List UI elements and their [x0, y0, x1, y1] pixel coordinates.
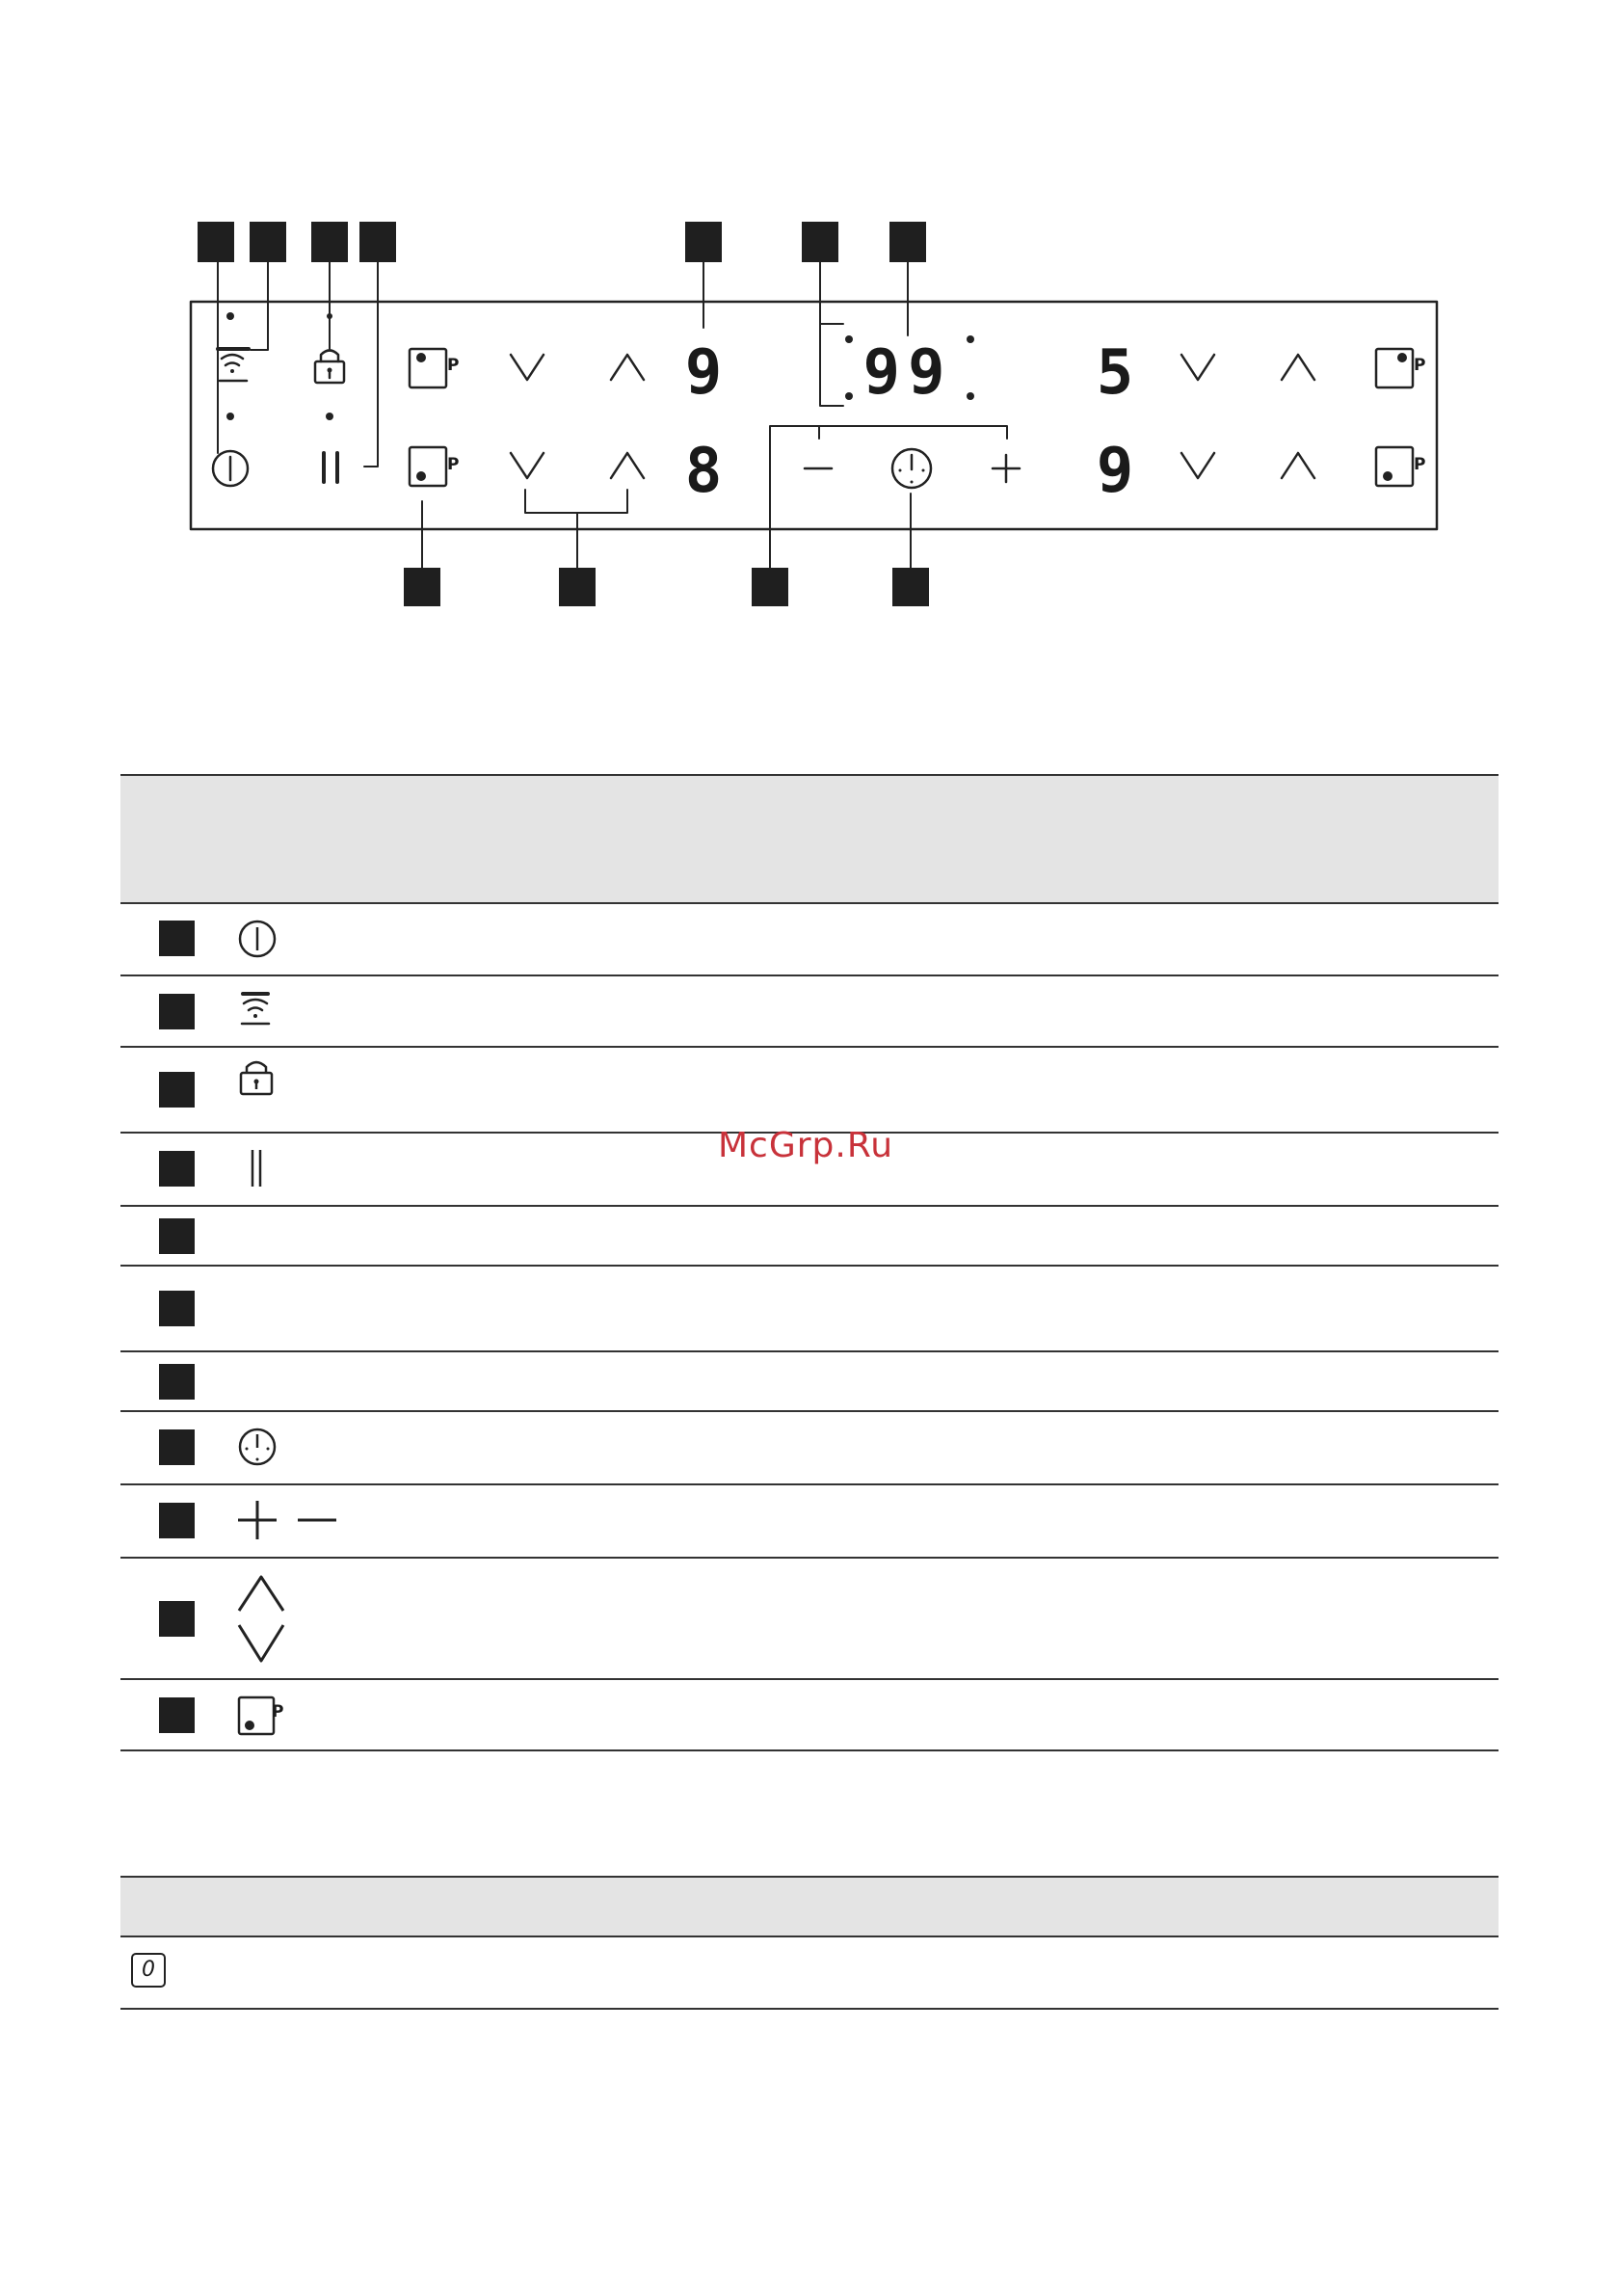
booster-label: P — [447, 356, 460, 375]
indicator-dot — [845, 335, 853, 343]
level-display-top-left: 9 — [684, 337, 723, 409]
control-panel-diagram — [0, 0, 1618, 617]
table-row — [120, 974, 1499, 1046]
leader-4 — [364, 262, 378, 467]
callout-3 — [311, 222, 348, 262]
row-number-box — [159, 1072, 195, 1108]
row-number-box — [159, 1503, 195, 1538]
lock-icon[interactable] — [315, 351, 344, 384]
leader-2 — [251, 262, 268, 350]
level-display-bottom-left: 8 — [684, 436, 723, 507]
table-row — [120, 1483, 1499, 1557]
power-icon — [236, 918, 279, 960]
booster-label: P — [447, 455, 460, 474]
table-header — [120, 774, 1499, 902]
callout-8 — [892, 568, 929, 606]
pause-icon[interactable] — [324, 453, 337, 482]
hob2hood-icon — [236, 988, 279, 1030]
row-number-box — [159, 994, 195, 1029]
plus-icon[interactable] — [993, 455, 1020, 482]
callout-7 — [889, 222, 926, 262]
table-row — [120, 1205, 1499, 1265]
callout-5 — [685, 222, 722, 262]
display-symbol: 0 — [131, 1953, 166, 1988]
up-arrow-icon[interactable] — [1282, 453, 1314, 478]
leader-9 — [770, 426, 1007, 568]
table-row — [120, 1936, 1499, 2010]
callout-11 — [404, 568, 440, 606]
row-number-box — [159, 1218, 195, 1254]
power-icon[interactable] — [213, 451, 248, 486]
callout-1 — [198, 222, 234, 262]
callout-10 — [559, 568, 596, 606]
up-arrow-icon[interactable] — [1282, 355, 1314, 380]
plus-minus-icons — [236, 1499, 342, 1541]
up-down-arrows-icon — [236, 1572, 286, 1667]
booster-label: P — [272, 1702, 284, 1722]
row-number-box — [159, 921, 195, 956]
hob2hood-icon[interactable] — [218, 349, 249, 381]
row-number-box — [159, 1429, 195, 1465]
booster-label: P — [1414, 455, 1426, 474]
down-arrow-icon[interactable] — [511, 355, 544, 380]
watermark: McGrp.Ru — [718, 1126, 894, 1165]
level-display-bottom-right: 9 — [1096, 436, 1134, 507]
timer-icon[interactable] — [892, 449, 931, 488]
table-row — [120, 1350, 1499, 1410]
table-row — [120, 902, 1499, 974]
row-number-box — [159, 1151, 195, 1187]
indicator-dot — [326, 413, 333, 420]
row-number-box — [159, 1601, 195, 1637]
up-arrow-icon[interactable] — [611, 453, 644, 478]
down-arrow-icon[interactable] — [1181, 355, 1214, 380]
booster-icon[interactable] — [1376, 447, 1413, 486]
controls-table — [120, 774, 1499, 1751]
lock-icon — [236, 1057, 279, 1100]
indicator-dot — [967, 335, 974, 343]
row-number-box — [159, 1697, 195, 1733]
down-arrow-icon[interactable] — [511, 453, 544, 478]
plus-icon — [238, 1501, 277, 1539]
indicator-dot — [327, 313, 332, 319]
timer-display: 99 — [862, 337, 953, 409]
table-row — [120, 1410, 1499, 1483]
table-row — [120, 1557, 1499, 1678]
indicator-dot — [226, 413, 234, 420]
indicator-dot — [967, 392, 974, 400]
up-arrow-icon[interactable] — [611, 355, 644, 380]
booster-icon — [236, 1694, 292, 1740]
booster-icon[interactable] — [1376, 349, 1413, 387]
booster-label: P — [1414, 356, 1426, 375]
indicator-dot — [845, 392, 853, 400]
row-number-box — [159, 1291, 195, 1326]
table-row — [120, 1678, 1499, 1751]
pause-icon — [236, 1145, 279, 1191]
table-row — [120, 1265, 1499, 1350]
leader-6 — [820, 262, 843, 406]
booster-icon[interactable] — [410, 447, 446, 486]
table-header — [120, 1876, 1499, 1936]
level-display-top-right: 5 — [1096, 337, 1134, 409]
table-row — [120, 1046, 1499, 1132]
down-arrow-icon[interactable] — [1181, 453, 1214, 478]
callout-6 — [802, 222, 838, 262]
booster-icon[interactable] — [410, 349, 446, 387]
timer-icon — [236, 1426, 279, 1468]
callout-9 — [752, 568, 788, 606]
display-table — [120, 1876, 1499, 2010]
row-number-box — [159, 1364, 195, 1400]
callout-2 — [250, 222, 286, 262]
indicator-dot — [226, 312, 234, 320]
callout-4 — [359, 222, 396, 262]
